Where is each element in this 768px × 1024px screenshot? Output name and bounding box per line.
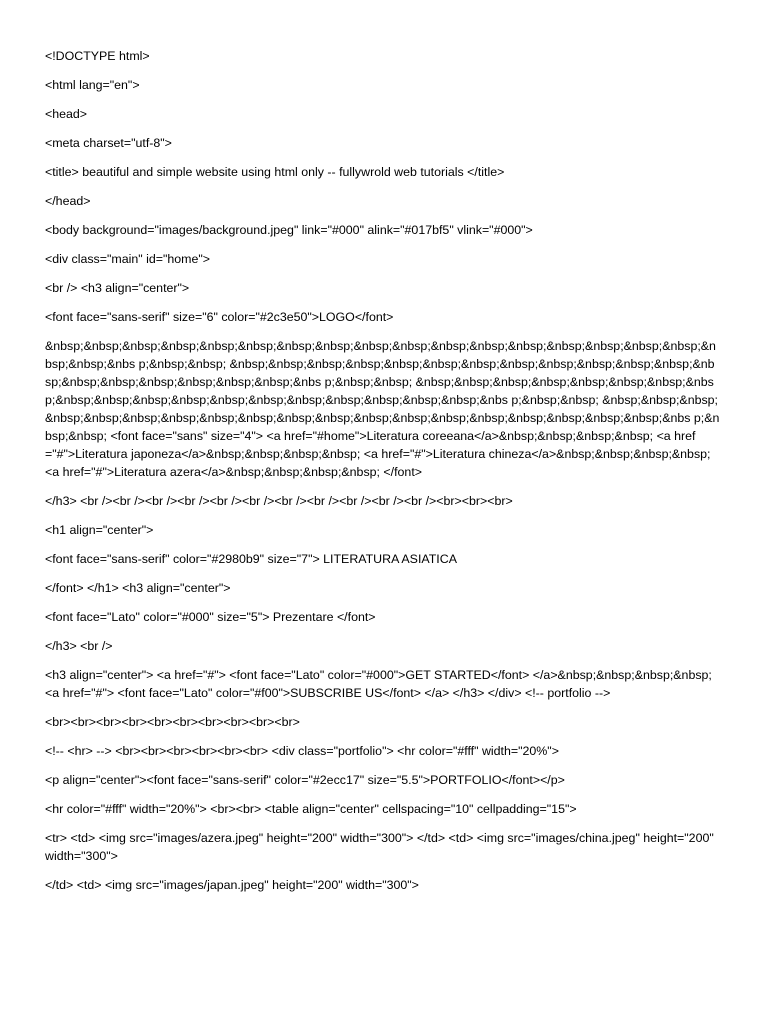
doc-line-9: <br /> <h3 align="center"> (45, 281, 190, 295)
doc-line-13: <h1 align="center"> (45, 523, 154, 537)
doc-line-24: </td> <td> <img src="images/japan.jpeg" height="200" width="300"> (45, 878, 419, 892)
doc-line-6: </head> (45, 194, 91, 208)
doc-line-8: <div class="main" id="home"> (45, 252, 210, 266)
doc-line-20: <!-- <hr> --> <br><br><br><br><br><br> <div class="portfolio"> <hr color="#fff" width="20%"> (45, 744, 559, 758)
doc-line-5: <title> beautiful and simple website using html only -- fullywrold web tutorials </title> (45, 165, 505, 179)
doc-line-14: <font face="sans-serif" color="#2980b9" size="7"> LITERATURA ASIATICA (45, 552, 457, 566)
doc-line-23: <tr> <td> <img src="images/azera.jpeg" height="200" width="300"> </td> <td> <img src="images/china.jpeg" height="200" width="300"> (45, 831, 714, 863)
doc-line-17: </h3> <br /> (45, 639, 113, 653)
doc-line-12: </h3> <br /><br /><br /><br /><br /><br /><br /><br /><br /><br /><br /><br><br><br> (45, 494, 513, 508)
doc-line-11: &nbsp;&nbsp;&nbsp;&nbsp;&nbsp;&nbsp;&nbsp;&nbsp;&nbsp;&nbsp;&nbsp;&nbsp;&nbsp;&nbsp;&nbsp;&nbsp;&nbsp;&nbsp;&nbsp;&nbs p;&nbsp;&nbsp; &nbsp;&nbsp;&nbsp;&nbsp;&nbsp;&nbsp;&nbsp;&nbsp;&nbsp;&nbsp;&nbsp;&nbsp;&nbsp;&nbsp;&nbsp;&nbsp;&nbsp;&nbsp;&nbsp;&nbs p;&nbsp;&nbsp; &nbsp;&nbsp;&nbsp;&nbsp;&nbsp;&nbsp;&nbsp;&nbsp;&nbsp;&nbsp;&nbsp;&nbsp;&nbsp;&nbsp;&nbsp;&nbsp;&nbsp;&nbsp;&nbsp;&nbs p;&nbsp;&nbsp; &nbsp;&nbsp;&nbsp;&nbsp;&nbsp;&nbsp;&nbsp;&nbsp;&nbsp;&nbsp;&nbsp;&nbsp;&nbsp;&nbsp;&nbsp;&nbsp;&nbsp;&nbsp;&nbsp;&nbs p;&nbsp;&nbsp; <font face="sans" size="4"> <a href="#home">Literatura coreeana</a>&nbsp;&nbsp;&nbsp;&nbsp; <a href="#">Literatura japoneza</a>&nbsp;&nbsp;&nbsp;&nbsp; <a href="#">Literatura chineza</a>&nbsp;&nbsp;&nbsp;&nbsp; <a href="#">Literatura azera</a>&nbsp;&nbsp;&nbsp;&nbsp; </font> (45, 339, 720, 479)
doc-line-1: <!DOCTYPE html> (45, 49, 150, 63)
doc-line-3: <head> (45, 107, 88, 121)
doc-line-10: <font face="sans-serif" size="6" color="#2c3e50">LOGO</font> (45, 310, 394, 324)
doc-line-21: <p align="center"><font face="sans-serif" color="#2ecc17" size="5.5">PORTFOLIO</font></p> (45, 773, 565, 787)
doc-line-4: <meta charset="utf-8"> (45, 136, 172, 150)
doc-line-22: <hr color="#fff" width="20%"> <br><br> <table align="center" cellspacing="10" cellpadding="15"> (45, 802, 577, 816)
doc-line-7: <body background="images/background.jpeg" link="#000" alink="#017bf5" vlink="#000"> (45, 223, 533, 237)
doc-line-16: <font face="Lato" color="#000" size="5"> Prezentare </font> (45, 610, 376, 624)
doc-line-19: <br><br><br><br><br><br><br><br><br><br> (45, 715, 300, 729)
doc-line-15: </font> </h1> <h3 align="center"> (45, 581, 231, 595)
doc-line-2: <html lang="en"> (45, 78, 140, 92)
doc-line-18: <h3 align="center"> <a href="#"> <font face="Lato" color="#000">GET STARTED</font> </a>&nbsp;&nbsp;&nbsp;&nbsp; <a href="#"> <font face="Lato" color="#f00">SUBSCRIBE US</font> </a> </h3> </div> <!-- portfolio --> (45, 668, 712, 700)
